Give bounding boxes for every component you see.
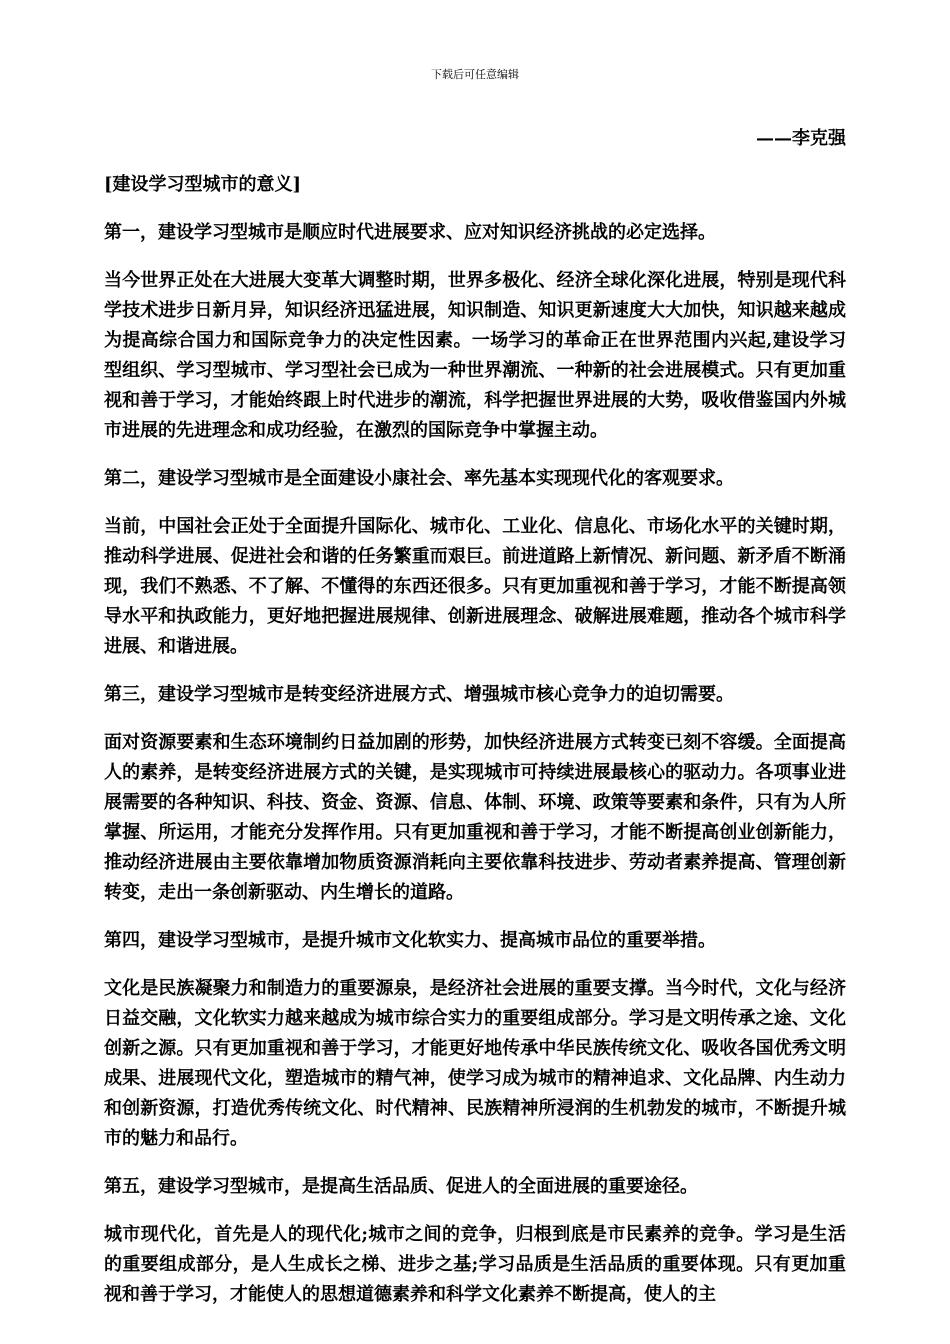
section-title: [建设学习型城市的意义]	[104, 174, 302, 195]
point-paragraph-3: 面对资源要素和生态环境制约日益加剧的形势，加快经济进展方式转变已刻不容缓。全面提高人的素养，是转变经济进展方式的关键，是实现城市可持续进展最核心的驱动力。各项事业进展需要的各种知识、科技、资金、资源、信息、体制、环境、政策等要素和条件，只有为人所掌握、所运用，才能充分发挥作用。只有更加重视和善于学习，才能不断提高创业创新能力，推动经济进展由主要依靠增加物质资源消耗向主要依靠科技进步、劳动者素养提高、管理创新转变，走出一条创新驱动、内生增长的道路。	[104, 732, 846, 903]
point-heading-5: 第五，建设学习型城市，是提高生活品质、促进人的全面进展的重要途径。	[104, 1176, 698, 1197]
document-body	[104, 170, 846, 1328]
point-heading-3: 第三，建设学习型城市是转变经济进展方式、增强城市核心竞争力的迫切需要。	[104, 684, 734, 705]
header-note: 下载后可任意编辑	[431, 68, 519, 81]
point-paragraph-4: 文化是民族凝聚力和制造力的重要源泉，是经济社会进展的重要支撑。当今时代，文化与经济日益交融，文化软实力越来越成为城市综合实力的重要组成部分。学习是文明传承之途、文化创新之源。只有更加重视和善于学习，才能更好地传承中华民族传统文化、吸收各国优秀文明成果、进展现代文化，塑造城市的精气神，使学习成为城市的精神追求、文化品牌、内生动力和创新资源，打造优秀传统文化、时代精神、民族精神所浸润的生机勃发的城市，不断提升城市的魅力和品行。	[104, 978, 846, 1149]
point-paragraph-5: 城市现代化，首先是人的现代化;城市之间的竞争，归根到底是市民素养的竞争。学习是生活的重要组成部分，是人生成长之梯、进步之基;学习品质是生活品质的重要体现。只有更加重视和善于学习，才能使人的思想道德素养和科学文化素养不断提高，使人的主	[104, 1224, 846, 1305]
point-paragraph-2: 当前，中国社会正处于全面提升国际化、城市化、工业化、信息化、市场化水平的关键时期，推动科学进展、促进社会和谐的任务繁重而艰巨。前进道路上新情况、新问题、新矛盾不断涌现，我们不熟悉、不了解、不懂得的东西还很多。只有更加重视和善于学习，才能不断提高领导水平和执政能力，更好地把握进展规律、创新进展理念、破解进展难题，推动各个城市科学进展、和谐进展。	[104, 516, 846, 657]
point-heading-2: 第二，建设学习型城市是全面建设小康社会、率先基本实现现代化的客观要求。	[104, 468, 734, 489]
quote-attribution: ——李克强	[756, 128, 846, 149]
point-paragraph-1: 当今世界正处在大进展大变革大调整时期，世界多极化、经济全球化深化进展，特别是现代科学技术进步日新月异，知识经济迅猛进展，知识制造、知识更新速度大大加快，知识越来越成为提高综合国力和国际竞争力的决定性因素。一场学习的革命正在世界范围内兴起,建设学习型组织、学习型城市、学习型社会已成为一种世界潮流、一种新的社会进展模式。只有更加重视和善于学习，才能始终跟上时代进步的潮流，科学把握世界进展的大势，吸收借鉴国内外城市进展的先进理念和成功经验，在激烈的国际竞争中掌握主动。	[104, 270, 846, 441]
point-heading-1: 第一，建设学习型城市是顺应时代进展要求、应对知识经济挑战的必定选择。	[104, 222, 716, 243]
point-heading-4: 第四，建设学习型城市，是提升城市文化软实力、提高城市品位的重要举措。	[104, 930, 716, 951]
